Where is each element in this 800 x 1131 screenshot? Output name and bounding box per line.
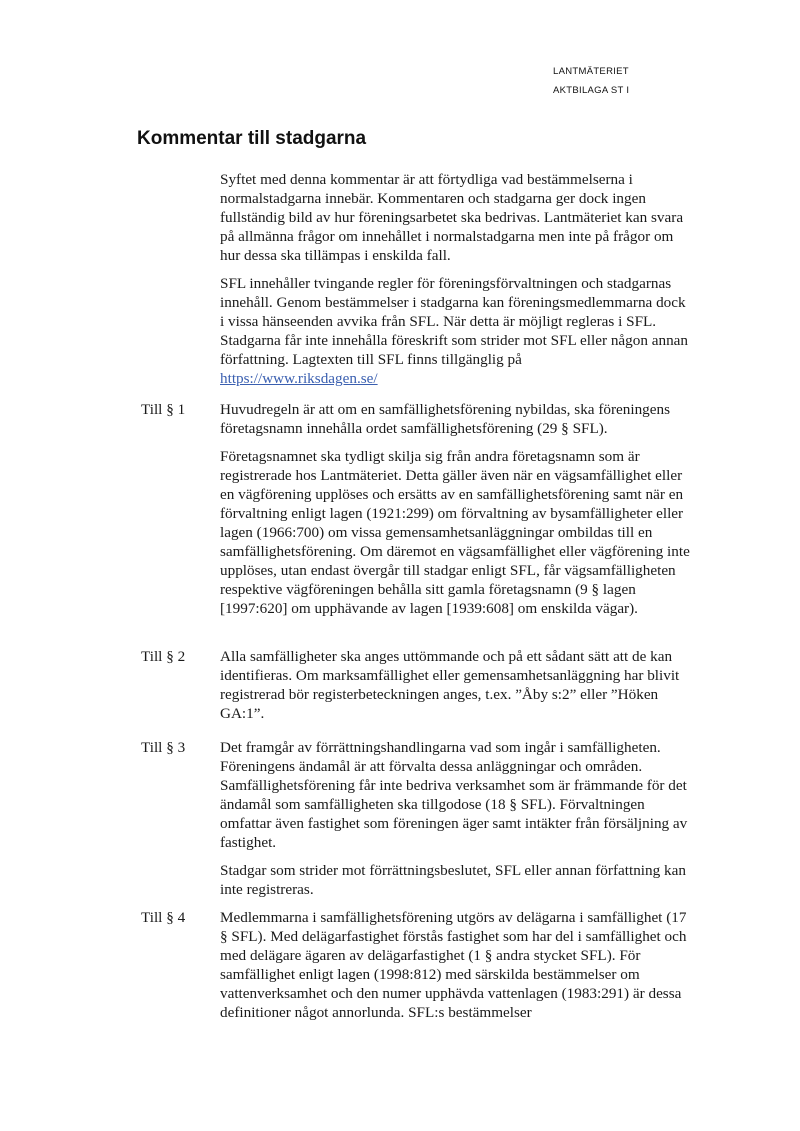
section-body-2 bbox=[220, 647, 690, 732]
attachment-label: AKTBILAGA ST I bbox=[553, 85, 630, 96]
section-body-3 bbox=[220, 738, 690, 908]
section-body-4 bbox=[220, 908, 690, 1031]
section-1-paragraph-1: Huvudregeln är att om en samfällighetsförening nybildas, ska föreningens företagsnamn innehålla ordet samfällighetsförening (29 § SFL). bbox=[220, 401, 671, 437]
section-3-paragraph-2: Stadgar som strider mot förrättningsbeslutet, SFL eller annan författning kan inte registreras. bbox=[220, 862, 686, 898]
document-title: Kommentar till stadgarna bbox=[137, 128, 367, 149]
riksdagen-link[interactable]: https://www.riksdagen.se/ bbox=[220, 370, 378, 387]
section-1-paragraph-2: Företagsnamnet ska tydligt skilja sig från andra företagsnamn som är registrerade hos Lantmäteriet. Detta gäller även när en vägsamfällighet eller en vägförening upplöses och ersätts av en samfällighetsförening samt när en förvaltning enligt lagen (1921:299) om förvaltning av bysamfälligheter eller lagen (1966:700) om vissa gemensamhetsanläggningar ombildas till en samfällighetsförening. Om däremot en vägsamfällighet eller vägförening inte upplöses, utan endast övergår till stadgar enligt SFL, får vägsamfälligheten respektive vägföreningen behålla sitt gamla företagsnamn (9 § lagen [1997:620] om upphävande av lagen [1939:608] om enskilda vägar). bbox=[220, 448, 690, 617]
document-header bbox=[553, 62, 629, 100]
organization-name: LANTMÄTERIET bbox=[553, 66, 629, 77]
section-body-1 bbox=[220, 400, 690, 627]
intro-section bbox=[220, 170, 690, 397]
section-4-paragraph-1: Medlemmarna i samfällighetsförening utgörs av delägarna i samfällighet (17 § SFL). Med delägarfastighet förstås fastighet som har del i samfällighet och med delägare ägaren av delägarfastighet (1 § andra stycket SFL). För samfällighet enligt lagen (1998:812) med särskilda bestämmelser om vattenverksamhet och den numer upphävda vattenlagen (1983:291) är dessa definitioner något annorlunda. SFL:s bestämmelser bbox=[220, 909, 687, 1021]
intro-paragraph-2-text: SFL innehåller tvingande regler för föreningsförvaltningen och stadgarnas innehåll. Genom bestämmelser i stadgarna kan föreningsmedlemmarna dock i vissa hänseenden avvika från SFL. När detta är möjligt regleras i SFL. Stadgarna får inte innehålla föreskrift som strider mot SFL eller någon annan författning. Lagtexten till SFL finns tillgänglig på bbox=[220, 275, 689, 368]
section-label-2: Till § 2 bbox=[141, 648, 186, 665]
intro-paragraph-1: Syftet med denna kommentar är att förtydliga vad bestämmelserna i normalstadgarna innebär. Kommentaren och stadgarna ger dock ingen fullständig bild av hur föreningsarbetet ska bedrivas. Lantmäteriet kan svara på allmänna frågor om innehållet i normalstadgarna men inte på frågor om hur dessa ska tillämpas i enskilda fall. bbox=[220, 171, 684, 264]
section-2-paragraph-1: Alla samfälligheter ska anges uttömmande och på ett sådant sätt att de kan identifieras. Om marksamfällighet eller gemensamhetsanläggning har blivit registrerad bör registerbeteckningen anges, t.ex. ”Åby s:2” eller ”Höken GA:1”. bbox=[220, 648, 680, 722]
section-3-paragraph-1: Det framgår av förrättningshandlingarna vad som ingår i samfälligheten. Föreningens ändamål är att förvalta dessa anläggningar och områden. Samfällighetsförening får inte bedriva verksamhet som är främmande för det ändamål som samfälligheten ska tillgodose (18 § SFL). Förvaltningen omfattar även fastighet som föreningen äger samt intäkter från försäljning av fastighet. bbox=[220, 739, 688, 851]
section-label-4: Till § 4 bbox=[141, 909, 186, 926]
section-label-1: Till § 1 bbox=[141, 401, 186, 418]
intro-paragraph-2 bbox=[220, 274, 690, 388]
section-label-3: Till § 3 bbox=[141, 739, 186, 756]
